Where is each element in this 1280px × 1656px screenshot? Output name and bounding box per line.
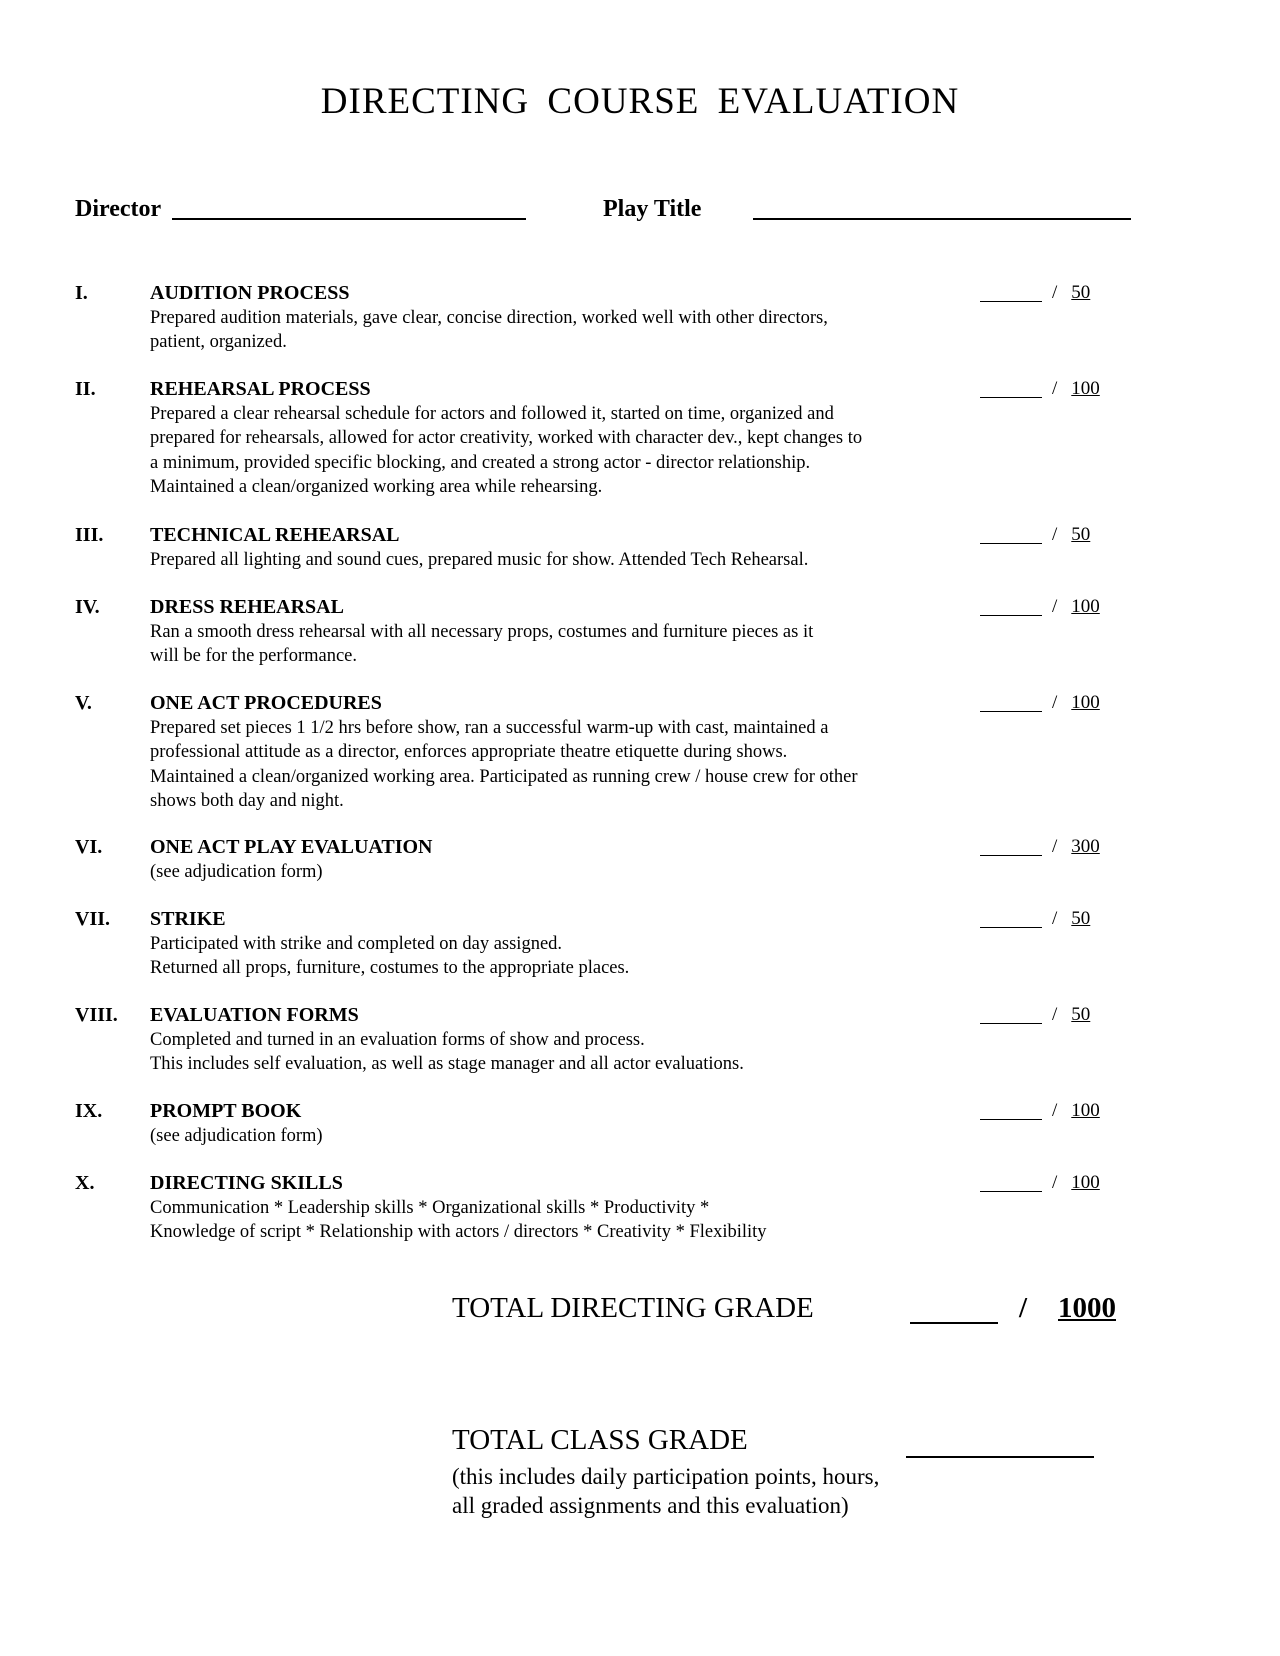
score-max: 50: [1071, 908, 1091, 929]
score-max: 100: [1071, 692, 1100, 713]
section-title: EVALUATION FORMS: [150, 1004, 359, 1026]
score-input-blank[interactable]: [980, 1004, 1042, 1024]
section-description-line: Participated with strike and completed on day assigned.: [150, 934, 563, 954]
score-max: 50: [1071, 524, 1091, 545]
score-slash: /: [1052, 378, 1058, 399]
section-description: [150, 716, 970, 813]
score-max: 100: [1071, 596, 1100, 617]
play-title-label: Play Title: [603, 196, 702, 222]
score-slash: /: [1052, 908, 1058, 929]
section-score: [980, 1004, 1090, 1026]
section-description-line: Knowledge of script * Relationship with actors / directors * Creativity * Flexibility: [150, 1222, 767, 1243]
score-max: 50: [1071, 1004, 1091, 1025]
page-title: DIRECTING COURSE EVALUATION: [320, 81, 960, 122]
section-description-line: prepared for rehearsals, allowed for actor creativity, worked with character dev., kept changes to: [150, 428, 863, 449]
score-input-blank[interactable]: [980, 692, 1042, 712]
section-description-line: shows both day and night.: [150, 790, 344, 811]
section-description-line: Returned all props, furniture, costumes to the appropriate places.: [150, 958, 630, 979]
section-description-line: (see adjudication form): [150, 862, 323, 882]
score-slash: /: [1052, 836, 1058, 857]
total-class-score-field[interactable]: [906, 1456, 1094, 1458]
director-label: Director: [75, 196, 162, 222]
total-directing-label: TOTAL DIRECTING GRADE: [452, 1292, 814, 1324]
section-score: [980, 908, 1090, 930]
section-number: II.: [75, 378, 96, 400]
section-title: STRIKE: [150, 908, 226, 930]
section-title: DIRECTING SKILLS: [150, 1172, 343, 1194]
section-description-line: Prepared a clear rehearsal schedule for actors and followed it, started on time, organized and: [150, 404, 834, 424]
section-description-line: Prepared all lighting and sound cues, prepared music for show. Attended Tech Rehearsal.: [150, 550, 809, 570]
score-input-blank[interactable]: [980, 908, 1042, 928]
section-number: VI.: [75, 836, 103, 858]
section-description-line: patient, organized.: [150, 332, 287, 353]
score-input-blank[interactable]: [980, 378, 1042, 398]
score-max: 100: [1071, 1100, 1100, 1121]
section-number: X.: [75, 1172, 95, 1194]
section-score: [980, 1172, 1100, 1194]
section-score: [980, 836, 1100, 858]
section-description: [150, 860, 970, 884]
score-slash: /: [1052, 524, 1058, 545]
score-slash: /: [1052, 596, 1058, 617]
section-description-line: This includes self evaluation, as well as stage manager and all actor evaluations.: [150, 1054, 744, 1075]
total-directing-slash: /: [1019, 1292, 1028, 1324]
section-number: I.: [75, 282, 88, 304]
score-slash: /: [1052, 1004, 1058, 1025]
section-description-line: professional attitude as a director, enforces appropriate theatre etiquette during shows.: [150, 742, 788, 763]
section-title: TECHNICAL REHEARSAL: [150, 524, 400, 546]
section-number: VIII.: [75, 1004, 118, 1026]
score-slash: /: [1052, 1100, 1058, 1121]
section-title: AUDITION PROCESS: [150, 282, 350, 304]
section-description: [150, 306, 970, 355]
section-score: [980, 378, 1100, 400]
section-description-line: will be for the performance.: [150, 646, 358, 667]
section-score: [980, 692, 1100, 714]
section-description: [150, 932, 970, 981]
total-directing-max: 1000: [1058, 1292, 1116, 1324]
section-description-line: Maintained a clean/organized working area. Participated as running crew / house crew for other: [150, 766, 858, 787]
section-description-line: Ran a smooth dress rehearsal with all necessary props, costumes and furniture pieces as it: [150, 622, 814, 642]
section-score: [980, 1100, 1100, 1122]
section-number: V.: [75, 692, 92, 714]
score-input-blank[interactable]: [980, 524, 1042, 544]
score-input-blank[interactable]: [980, 1172, 1042, 1192]
section-title: PROMPT BOOK: [150, 1100, 302, 1122]
total-class-note-line: (this includes daily participation points, hours,: [452, 1464, 880, 1489]
section-description-line: Prepared audition materials, gave clear, concise direction, worked well with other directors,: [150, 308, 828, 328]
total-directing-score-field[interactable]: [910, 1322, 998, 1324]
score-input-blank[interactable]: [980, 596, 1042, 616]
section-description-line: (see adjudication form): [150, 1126, 323, 1146]
section-description-line: Maintained a clean/organized working area while rehearsing.: [150, 476, 603, 497]
score-input-blank[interactable]: [980, 1100, 1042, 1120]
section-description: [150, 1196, 970, 1245]
section-description: [150, 402, 970, 499]
score-input-blank[interactable]: [980, 282, 1042, 302]
total-class-note: [452, 1462, 879, 1520]
score-slash: /: [1052, 1172, 1058, 1193]
total-class-note-line: all graded assignments and this evaluation): [452, 1493, 849, 1518]
section-description-line: Communication * Leadership skills * Organizational skills * Productivity *: [150, 1198, 710, 1218]
section-description-line: a minimum, provided specific blocking, and created a strong actor - director relationship.: [150, 452, 811, 473]
section-number: III.: [75, 524, 104, 546]
score-max: 100: [1071, 1172, 1100, 1193]
section-description-line: Prepared set pieces 1 1/2 hrs before show, ran a successful warm-up with cast, maintained a: [150, 718, 829, 738]
section-description: [150, 620, 970, 669]
total-class-label: TOTAL CLASS GRADE: [452, 1424, 748, 1456]
score-max: 300: [1071, 836, 1100, 857]
section-score: [980, 282, 1090, 304]
section-description-line: Completed and turned in an evaluation forms of show and process.: [150, 1030, 645, 1050]
section-number: VII.: [75, 908, 111, 930]
section-score: [980, 524, 1090, 546]
section-score: [980, 596, 1100, 618]
section-number: IX.: [75, 1100, 103, 1122]
play-title-field[interactable]: [753, 218, 1131, 220]
score-input-blank[interactable]: [980, 836, 1042, 856]
section-number: IV.: [75, 596, 100, 618]
section-title: ONE ACT PLAY EVALUATION: [150, 836, 433, 858]
section-description: [150, 1028, 970, 1077]
director-field[interactable]: [172, 218, 526, 220]
section-description: [150, 548, 970, 572]
section-title: ONE ACT PROCEDURES: [150, 692, 382, 714]
score-max: 100: [1071, 378, 1100, 399]
section-title: DRESS REHEARSAL: [150, 596, 344, 618]
score-slash: /: [1052, 692, 1058, 713]
score-slash: /: [1052, 282, 1058, 303]
score-max: 50: [1071, 282, 1091, 303]
section-description: [150, 1124, 970, 1148]
section-title: REHEARSAL PROCESS: [150, 378, 371, 400]
